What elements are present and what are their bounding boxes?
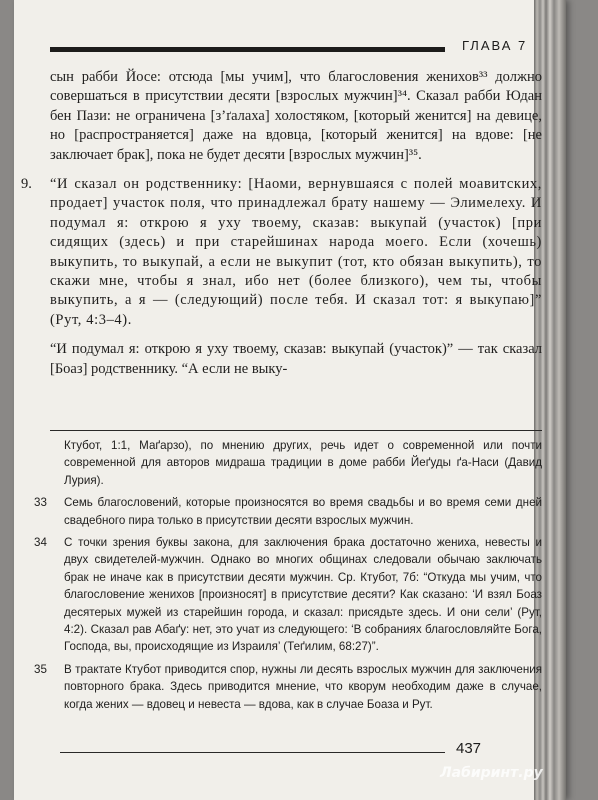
footnote [34, 661, 542, 713]
footnote [64, 437, 542, 489]
main-text [21, 68, 542, 389]
footnote-text: В трактате Ктубот приводится спор, нужны ли десять взрослых мужчин для заключения повторного брака. Здесь приводится мнение, что кворум необходим даже в случае, когда жених — вдовец и невеста — вдова, как в случае Боаза и Рут. [64, 662, 542, 711]
footnote-text: Семь благословений, которые произносятся во время свадьбы и во время семи дней свадебного пира только в присутствии десяти взрослых мужчин. [64, 496, 542, 527]
verse-quote: “И сказал он родственнику: [Наоми, вернувшаяся с полей моавитских, продает] участок поля, что принадлежал брату нашему — Элимелеху. И подумал я: открою я уху твоему, сказав: выкупай (участок) [при сидящих (здесь) и при старейшинах народа моего. Если (хочешь) выкупить, то выкупай, а если не выкупит (тот, кто обязан выкупить), то скажи мне, чтобы я знал, ибо нет (более близкого), чем ты, чтобы выкупить, а я — (следующий) после тебя. И сказал тот: я выкупаю]” (Рут, 4:3–4). [50, 176, 542, 328]
chapter-title: ГЛАВА 7 [462, 38, 528, 53]
paragraph: сын рабби Йосе: отсюда [мы учим], что благословения женихов³³ должно совершаться в присутствии десяти [взрослых мужчин]³⁴. Сказал рабби Юдан бен Пази: не ограничена [з’ґалаха] холостяком, [который женится] на девице, но [распространяется] даже на вдовца, [который женится] на вдове: [не заключает брак], пока не будет десяти [взрослых мужчин]³⁵. [50, 69, 542, 163]
watermark: Лабиринт.ру [440, 765, 543, 781]
footnotes [34, 437, 542, 718]
footnote-rule [50, 430, 542, 431]
header-rule [50, 47, 445, 52]
footnote-text: Ктубот, 1:1, Маґарзо), по мнению других, речь идет о современной или почти современной для авторов мидраша традиции в доме рабби Йеґуды ґа-Наси (Давид Лурия). [64, 439, 542, 487]
footnote-text: С точки зрения буквы закона, для заключения брака достаточно жениха, невесты и двух свидетелей-мужчин. Однако во многих общинах следовали обычаю заключать брак не иначе как в присутствии десяти мужчин. Ср. Ктубот, 7б: “Откуда мы учим, что благословение женихов [произносят] в присутствие десяти? Как сказано: ‘И взял Боаз десятерых мужей из старейшин города, и сказал: присядьте здесь. И они сели’ (Рут, 4:2). Сказал рав Абаґу: нет, это учат из следующего: ‘В собраниях благословляйте Бога, Господа, вы, происходящие из Израиля’ (Теґилим, 68:27)”. [64, 536, 542, 654]
paragraph: “И подумал я: открою я уху твоему, сказав: выкупай (участок)” — так сказал [Боаз] родственнику. “А если не выку- [50, 341, 542, 377]
footnote-number: 35 [34, 662, 47, 676]
footnote-number: 33 [34, 496, 47, 510]
footer-rule [60, 752, 445, 753]
footnote [34, 494, 542, 529]
page-number: 437 [456, 740, 482, 757]
verse-number: 9. [21, 176, 32, 193]
footnote [34, 534, 542, 656]
footnote-number: 34 [34, 536, 47, 550]
verse-block [21, 175, 542, 330]
